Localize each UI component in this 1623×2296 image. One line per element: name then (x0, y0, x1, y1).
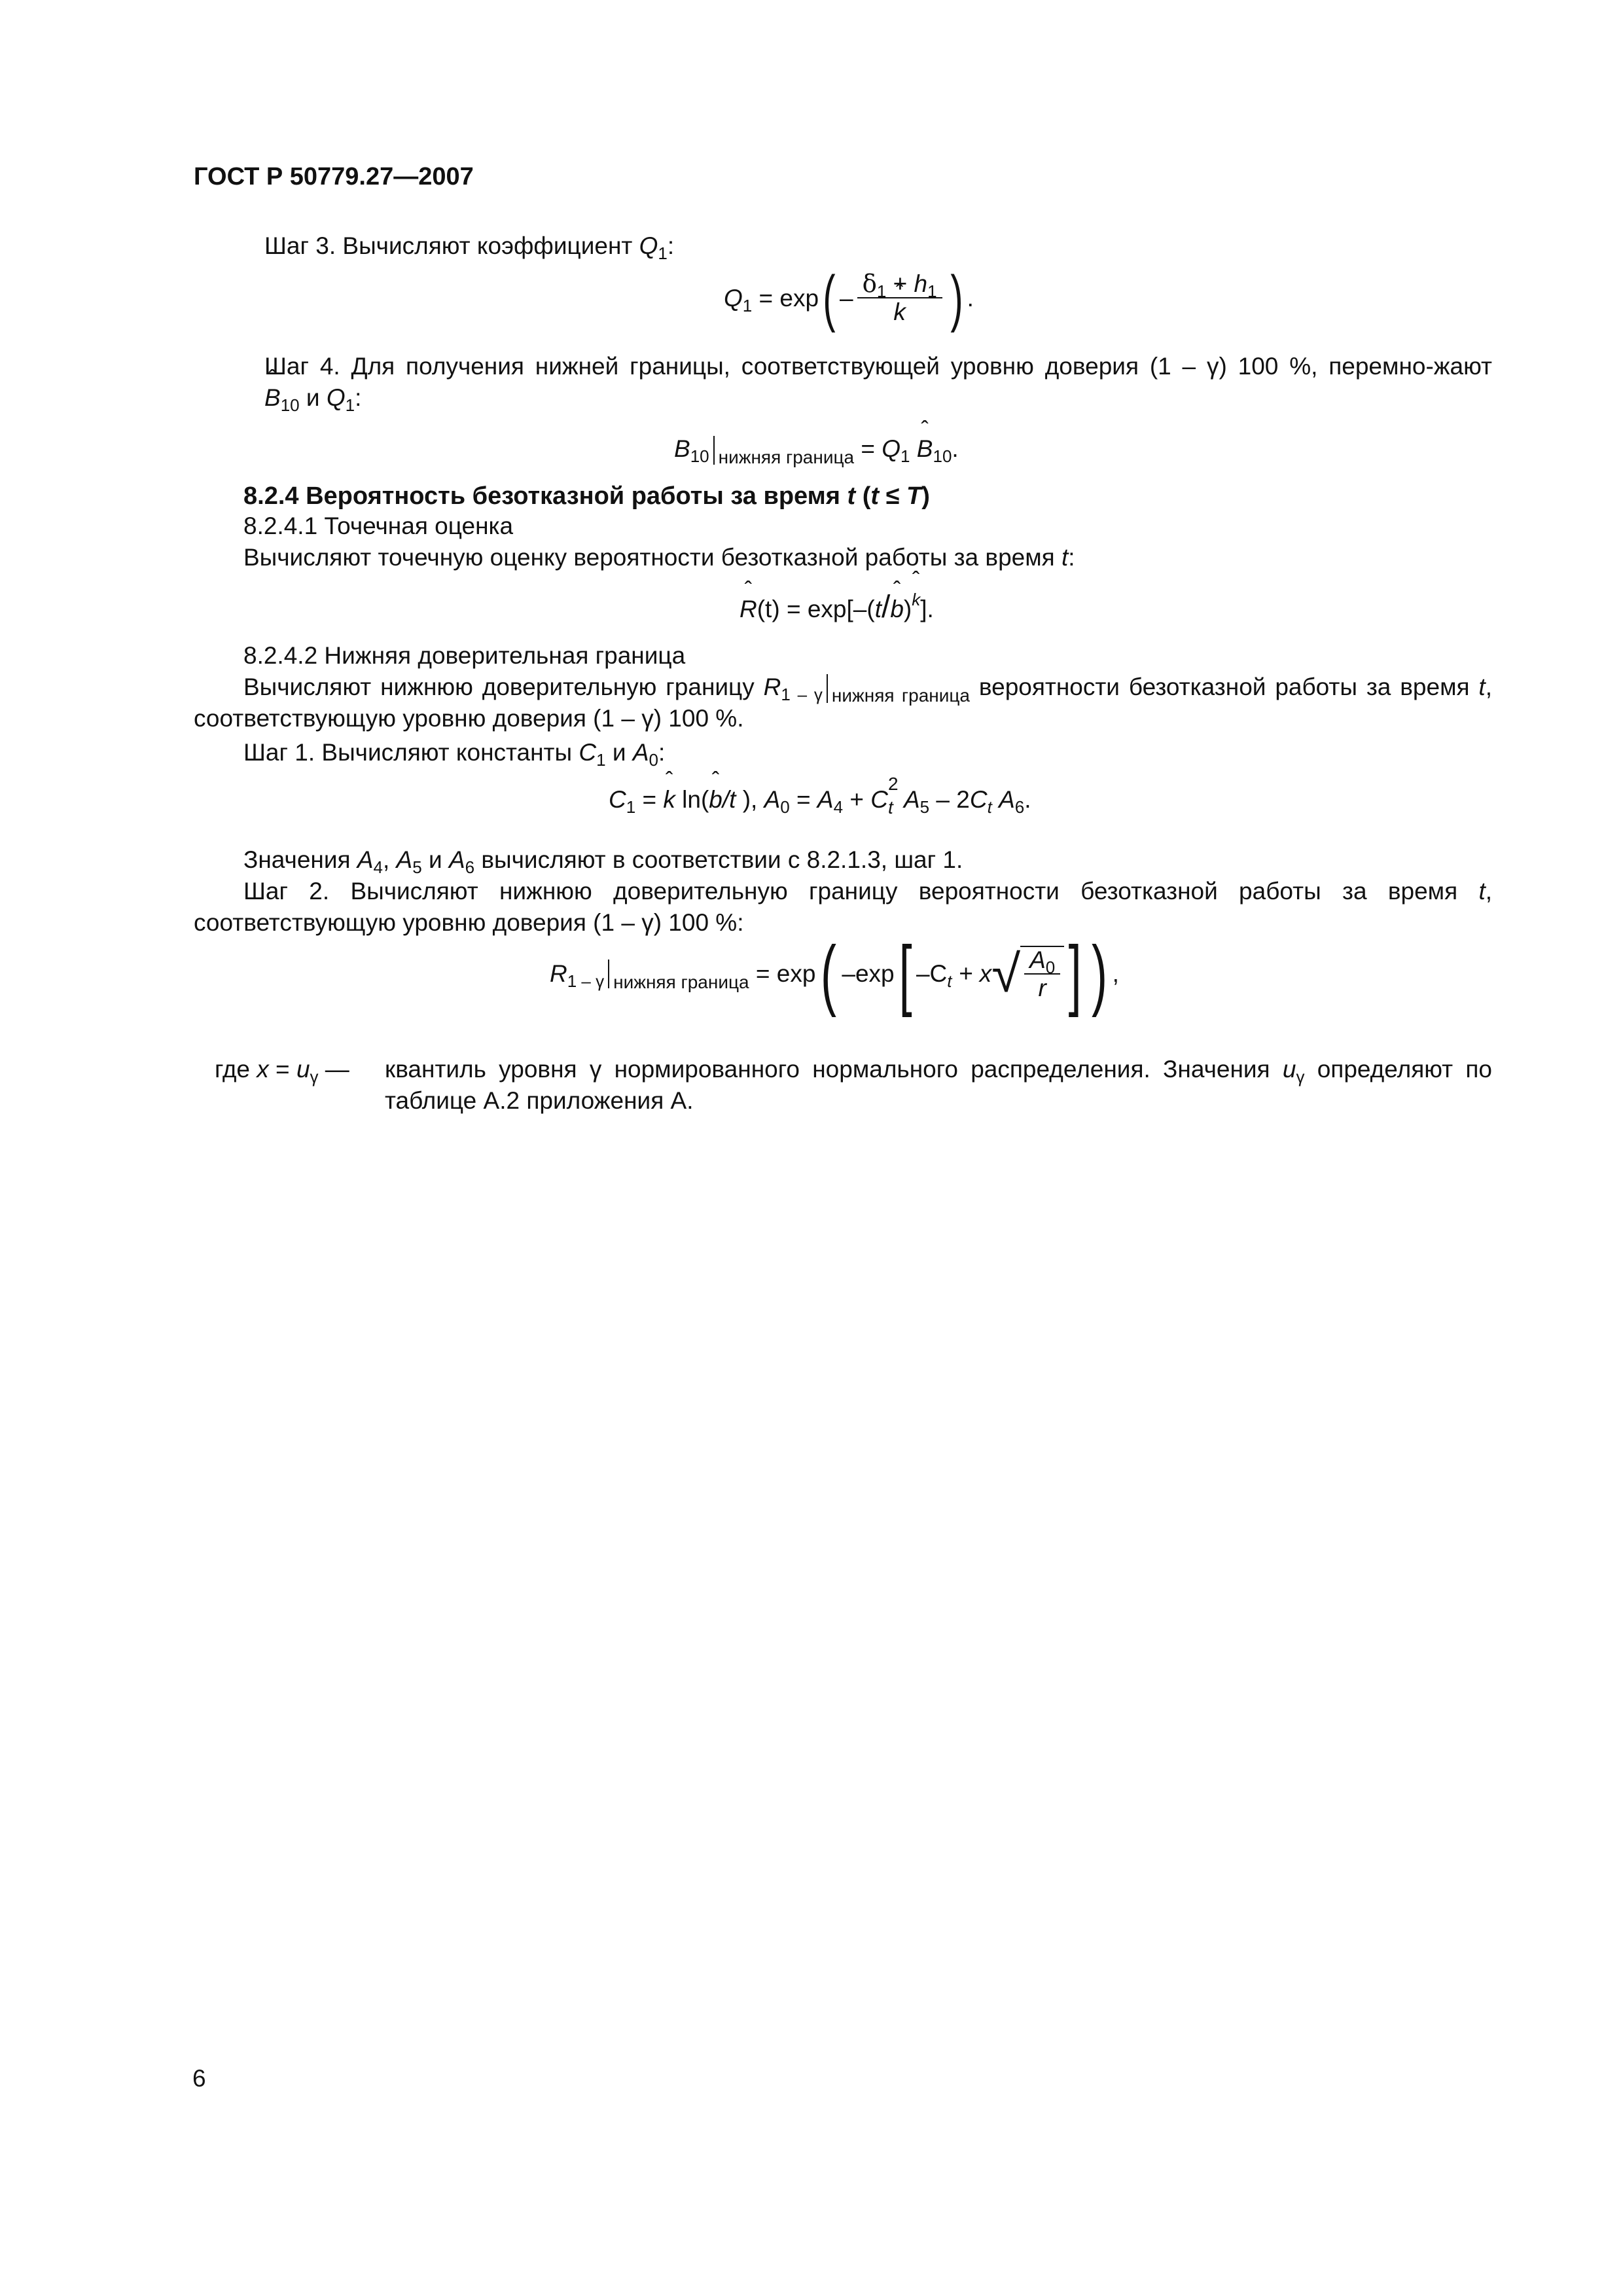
values-note: Значения $A_4$, $A_5$ и $A_6$ вычисляют в соответствии с 8.2.1.3, шаг 1. (243, 846, 963, 877)
subsection-text-8-2-4-2: Вычисляют нижнюю доверительную границу $R_{1 - \gamma}$ $_{нижняя граница}$ вероятности безотказной работы за время t, соответствующую уровню доверия (1 – γ) 100 %. (194, 673, 1492, 732)
step-1-paragraph: Шаг 1. Вычисляют константы $C_1$ и $A_0$: (243, 739, 666, 770)
sqrt-fraction: $\frac{A_0}{r}$ (1020, 946, 1064, 1002)
subsection-text-8-2-4-1: Вычисляют точечную оценку вероятности безотказной работы за время t: (243, 544, 1075, 571)
step-4-paragraph: Шаг 4. Для получения нижней границы, соответствующей уровню доверия (1 – γ) 100 %, перемно-жают ˆ $B_{10}$ и $Q_1$: (194, 351, 1492, 414)
formula-b10: $B_{10}$ $_{нижняя граница} = Q_1$ ˆ $B_{10}$. (674, 433, 959, 465)
document-header (194, 161, 474, 192)
section-heading-8-2-4: 8.2.4 Вероятность безотказной работы за время t (t ≤ T) (243, 482, 930, 510)
step-2-paragraph: Шаг 2. Вычисляют нижнюю доверительную границу вероятности безотказной работы за время t, соответствующую уровню доверия (1 – γ) 100 %: (194, 878, 1492, 936)
page-number: 6 (192, 2065, 206, 2092)
standard-id: ГОСТ Р 50779.27—2007 (194, 163, 474, 190)
formula-q1: $Q_1 = \exp$( – $\delta_1 + h_1$ ˆ k ) . (724, 267, 974, 339)
where-clause-lead: где $x = u_\gamma$ — (215, 1056, 349, 1086)
subsection-title-8-2-4-2: 8.2.4.2 Нижняя доверительная граница (243, 642, 686, 669)
subsection-title-8-2-4-1: 8.2.4.1 Точечная оценка (243, 512, 514, 539)
formula-r-lower-bound: $R_{1 - \gamma}$ $_{нижняя граница}$ = exp( –exp[ $-C_t + x√$ $\frac{A_0}{r}$ ] ) , (550, 930, 1119, 1018)
q1-fraction: $\delta_1 + h_1$ ˆ k (857, 271, 942, 326)
step-3-paragraph: Шаг 3. Вычисляют коэффициент $Q_1$: (264, 232, 675, 263)
where-clause-text: квантиль уровня γ нормированного нормального распределения. Значения $u_\gamma$ определяют по таблице А.2 приложения А. (385, 1056, 1493, 1114)
formula-c1-a0: $C_1$ = ˆ k ln(ˆ b/t ), $A_0 = A_4 + C$ 2 t $A_5 - 2C_t$ $A_6$. (609, 784, 1031, 816)
formula-r-point-estimate: ˆ R(t) = exp[–(t/ˆ b)$^k$]. (740, 592, 934, 625)
